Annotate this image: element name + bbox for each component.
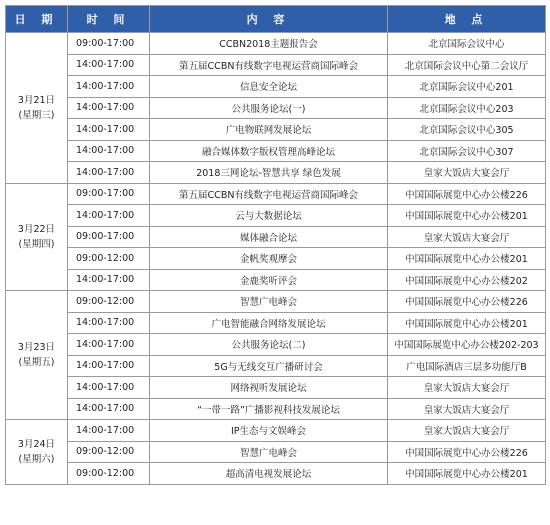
day-weekday: (星期三): [18, 109, 55, 121]
session-place: 中国国际展览中心办公楼202-203: [388, 334, 546, 356]
session-content: 2018三网论坛-智慧共享 绿色发展: [150, 162, 388, 184]
session-place: 皇家大饭店大宴会厅: [388, 226, 546, 248]
session-place: 中国国际展览中心办公楼202: [388, 269, 546, 291]
table-row: [6, 463, 546, 485]
session-time: 14:00-17:00: [68, 398, 150, 420]
header-content: 内 容: [150, 6, 388, 33]
session-time: 14:00-17:00: [68, 312, 150, 334]
session-time: 14:00-17:00: [68, 377, 150, 399]
schedule-body: [6, 33, 546, 485]
session-place: 北京国际会议中心201: [388, 76, 546, 98]
table-row: [6, 312, 546, 334]
table-row: [6, 226, 546, 248]
session-content: 金鹿奖听评会: [150, 269, 388, 291]
session-content: 智慧广电峰会: [150, 291, 388, 313]
session-time: 09:00-12:00: [68, 248, 150, 270]
session-content: IP生态与文娱峰会: [150, 420, 388, 442]
session-time: 14:00-17:00: [68, 54, 150, 76]
session-time: 14:00-17:00: [68, 420, 150, 442]
table-row: [6, 377, 546, 399]
session-time: 09:00-12:00: [68, 463, 150, 485]
table-row: [6, 119, 546, 141]
session-content: 第五届CCBN有线数字电视运营商国际峰会: [150, 183, 388, 205]
session-content: “一带一路”广播影视科技发展论坛: [150, 398, 388, 420]
table-row: [6, 269, 546, 291]
session-time: 14:00-17:00: [68, 205, 150, 227]
session-place: 中国国际展览中心办公楼201: [388, 463, 546, 485]
session-place: 皇家大饭店大宴会厅: [388, 420, 546, 442]
session-content: 第五届CCBN有线数字电视运营商国际峰会: [150, 54, 388, 76]
session-place: 北京国际会议中心203: [388, 97, 546, 119]
table-row: [6, 334, 546, 356]
header-place: 地 点: [388, 6, 546, 33]
table-row: [6, 398, 546, 420]
session-place: 中国国际展览中心办公楼201: [388, 205, 546, 227]
session-place: 中国国际展览中心办公楼201: [388, 312, 546, 334]
table-row: [6, 420, 546, 442]
table-row: [6, 248, 546, 270]
session-time: 14:00-17:00: [68, 140, 150, 162]
session-time: 14:00-17:00: [68, 119, 150, 141]
session-time: 14:00-17:00: [68, 76, 150, 98]
table-row: [6, 76, 546, 98]
session-time: 14:00-17:00: [68, 97, 150, 119]
session-content: 广电智能融合网络发展论坛: [150, 312, 388, 334]
table-row: [6, 33, 546, 55]
day-date: 3月23日: [17, 342, 56, 353]
session-content: 金帆奖观摩会: [150, 248, 388, 270]
session-time: 14:00-17:00: [68, 334, 150, 356]
day-date-cell: [6, 183, 68, 291]
day-weekday: (星期五): [18, 357, 55, 368]
day-date: 3月21日: [17, 94, 56, 106]
session-content: 信息安全论坛: [150, 76, 388, 98]
session-time: 14:00-17:00: [68, 162, 150, 184]
session-content: 公共服务论坛(一): [150, 97, 388, 119]
day-date: 3月24日: [17, 438, 56, 450]
day-date-cell: [6, 291, 68, 420]
day-date: 3月22日: [17, 223, 56, 235]
session-place: 北京国际会议中心307: [388, 140, 546, 162]
table-row: [6, 54, 546, 76]
session-time: 09:00-17:00: [68, 226, 150, 248]
session-place: 中国国际展览中心办公楼201: [388, 248, 546, 270]
table-header-row: [6, 6, 546, 33]
session-content: 广电物联网发展论坛: [150, 119, 388, 141]
session-content: 公共服务论坛(二): [150, 334, 388, 356]
session-place: 北京国际会议中心305: [388, 119, 546, 141]
session-content: CCBN2018主题报告会: [150, 33, 388, 55]
session-time: 14:00-17:00: [68, 269, 150, 291]
session-time: 09:00-17:00: [68, 33, 150, 55]
table-row: [6, 291, 546, 313]
session-place: 皇家大饭店大宴会厅: [388, 162, 546, 184]
day-weekday: (星期四): [18, 238, 55, 250]
session-content: 网络视听发展论坛: [150, 377, 388, 399]
session-place: 广电国际酒店三层多功能厅B: [388, 355, 546, 377]
session-time: 09:00-12:00: [68, 441, 150, 463]
table-row: [6, 162, 546, 184]
session-place: 皇家大饭店大宴会厅: [388, 398, 546, 420]
table-row: [6, 140, 546, 162]
schedule-table: [5, 5, 546, 485]
session-place: 北京国际会议中心第二会议厅: [388, 54, 546, 76]
table-row: [6, 205, 546, 227]
table-row: [6, 355, 546, 377]
session-content: 云与大数据论坛: [150, 205, 388, 227]
session-place: 中国国际展览中心办公楼226: [388, 291, 546, 313]
session-content: 5G与无线交互广播研讨会: [150, 355, 388, 377]
session-content: 超高清电视发展论坛: [150, 463, 388, 485]
session-place: 中国国际展览中心办公楼226: [388, 183, 546, 205]
session-content: 融合媒体数字版权管理高峰论坛: [150, 140, 388, 162]
session-place: 中国国际展览中心办公楼226: [388, 441, 546, 463]
session-content: 媒体融合论坛: [150, 226, 388, 248]
session-time: 14:00-17:00: [68, 355, 150, 377]
schedule-document: [5, 5, 546, 485]
header-time: 时 间: [68, 6, 150, 33]
session-time: 09:00-17:00: [68, 183, 150, 205]
day-date-cell: [6, 420, 68, 485]
session-place: 北京国际会议中心: [388, 33, 546, 55]
header-date: 日 期: [6, 6, 68, 33]
session-content: 智慧广电峰会: [150, 441, 388, 463]
session-place: 皇家大饭店大宴会厅: [388, 377, 546, 399]
table-row: [6, 441, 546, 463]
table-row: [6, 97, 546, 119]
table-row: [6, 183, 546, 205]
day-weekday: (星期六): [18, 453, 55, 465]
day-date-cell: [6, 33, 68, 184]
session-time: 09:00-12:00: [68, 291, 150, 313]
